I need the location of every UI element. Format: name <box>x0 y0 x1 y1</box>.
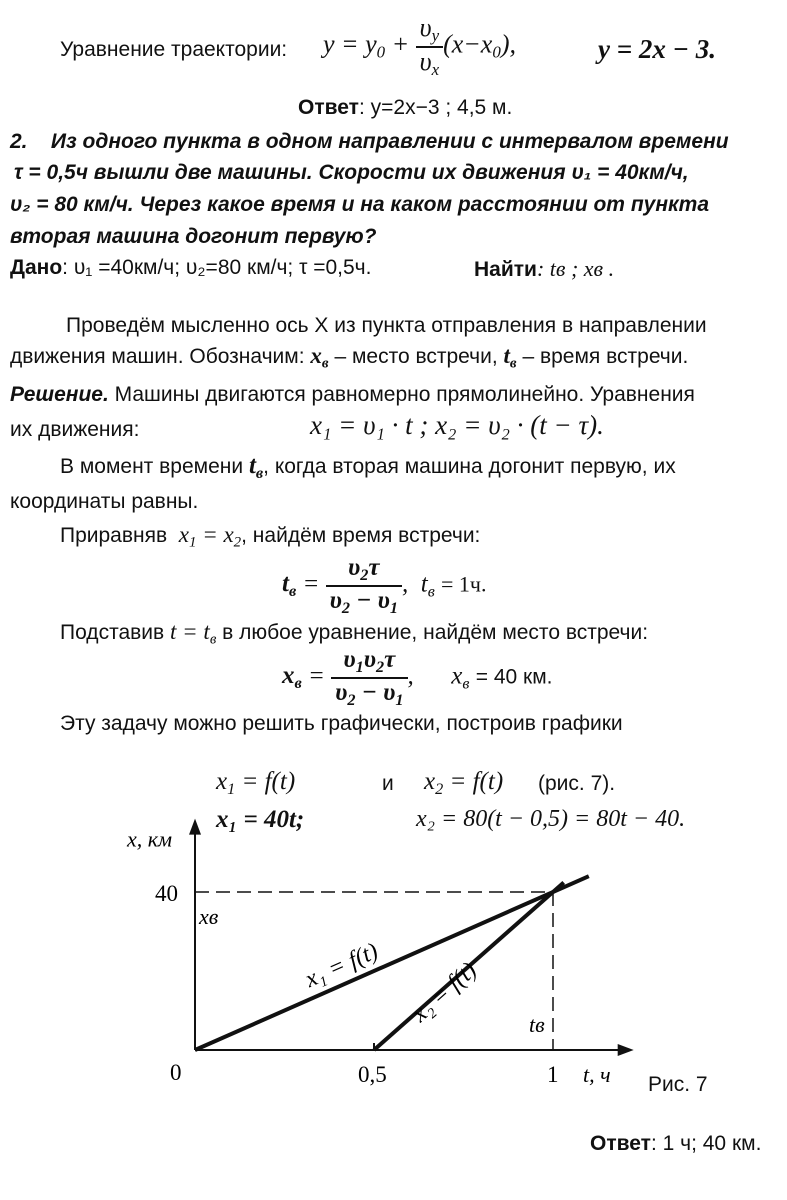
given-label: Дано <box>10 256 63 279</box>
problem-line-3: υ₂ = 80 км/ч. Через какое время и на каком расстоянии от пункта <box>10 193 709 216</box>
graph-intro: Эту задачу можно решить графически, построив графики <box>60 712 623 735</box>
xv-symbol: $x_в$ <box>310 343 329 372</box>
para1-line-1: Проведём мысленно ось X из пункта отправления в направлении <box>66 314 707 337</box>
annotation-tv: tв <box>529 1012 545 1037</box>
x-tick-label-0: 0 <box>170 1060 182 1085</box>
y-axis-label: x, км <box>127 826 173 852</box>
find-value: : tв ; xв . <box>536 256 615 281</box>
x-axis-arrow <box>618 1044 634 1056</box>
y-tick-label-40: 40 <box>155 881 178 906</box>
given-value: : υ₁ =40км/ч; υ₂=80 км/ч; τ =0,5ч. <box>62 256 372 279</box>
answer-1-label: Ответ <box>298 96 359 119</box>
graph-eq-x1-f: $x_1 = f(t)$ <box>216 768 296 798</box>
para2-line-2: координаты равны. <box>10 490 199 513</box>
equate-line: Приравняв $x_1 = x_2$, найдём время встречи: <box>60 522 481 551</box>
series-label-x2: x₂ = f(t) <box>407 957 482 1028</box>
find-label: Найти <box>474 258 537 281</box>
graph-eq-x2: x₂ = 80(t − 0,5) = 80t − 40. <box>416 806 686 832</box>
solution-line-2: их движения: <box>10 418 140 441</box>
para1-line-2: движения машин. Обозначим: $x_в$ – место встречи, $t_в$ – время встречи. <box>10 343 689 372</box>
graph-eq-x1: x₁ = 40t; <box>216 806 305 833</box>
para2-line-1: В момент времени $t_в$, когда вторая машина догонит первую, их <box>60 452 676 482</box>
solution-label: Решение. <box>10 383 109 406</box>
answer-2-label: Ответ <box>590 1132 651 1155</box>
answer-2 <box>590 1132 761 1156</box>
answer-1-value: : y=2x−3 ; 4,5 м. <box>358 96 513 119</box>
meeting-time-formula: $t_в$ = $\frac{\upsilon_2\tau}{\upsilon_2 - \upsilon_1}$ , $t_в = 1ч$. <box>282 554 487 617</box>
series-label-x1: x₁ = f(t) <box>301 938 382 993</box>
problem-line-4: вторая машина догонит первую? <box>10 225 377 248</box>
problem-line-2: τ = 0,5ч вышли две машины. Скорости их движения υ₁ = 40км/ч, <box>14 161 689 184</box>
graph-eq-x2-f: $x_2 = f(t)$ <box>424 768 504 798</box>
trajectory-label: Уравнение траектории: <box>60 38 288 61</box>
x-tick-label-0-5: 0,5 <box>358 1062 387 1087</box>
problem-number: 2. <box>10 130 28 153</box>
substitute-line: Подставив $t = t_в$ в любое уравнение, найдём место встречи: <box>60 619 649 648</box>
and-word: и <box>382 772 394 795</box>
annotation-xv: xв <box>199 904 219 929</box>
problem-line-1: 2. Из одного пункта в одном направлении с интервалом времени <box>10 130 729 153</box>
x-axis-label: t, ч <box>583 1062 611 1087</box>
solution-line-1: Решение. Машины двигаются равномерно прямолинейно. Уравнения <box>10 383 695 406</box>
figure-reference: (рис. 7). <box>538 772 616 795</box>
answer-2-value: : 1 ч; 40 км. <box>650 1132 762 1155</box>
meeting-place-formula: $x_в$ = $\frac{\upsilon_1\upsilon_2\tau}{\upsilon_2 - \upsilon_1}$ , $x_в = 40$ км. <box>282 646 553 709</box>
tv-symbol: $t_в$ <box>503 343 517 372</box>
trajectory-result: y = 2x − 3. <box>598 34 716 64</box>
x-tick-label-1: 1 <box>547 1062 559 1087</box>
trajectory-formula: $y = y_0$ + $\frac{\upsilon_y}{\upsilon_x}$ $(x-x_0)$, <box>323 13 516 79</box>
motion-equations: x₁ = υ₁ · t ; x₂ = υ₂ · (t − τ). <box>310 410 604 440</box>
figure-caption: Рис. 7 <box>648 1073 708 1096</box>
y-axis-arrow <box>189 819 201 835</box>
